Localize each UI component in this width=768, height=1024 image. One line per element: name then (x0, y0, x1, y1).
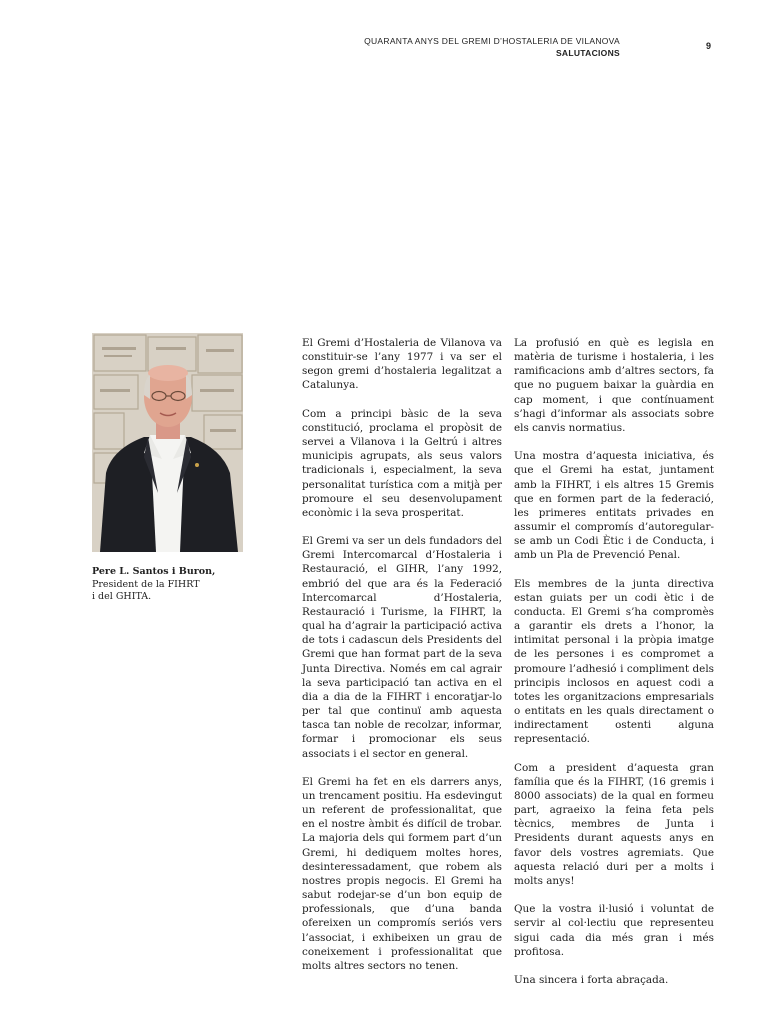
paragraph: Com a president d’aquesta gran família que és la FIHRT, (16 gremis i 8000 associats) de la qual en formeu part, agraeixo la feina feta pels tècnics, membres de Junta i Presidents durant aquests anys en favor dels vostres agremiats. Que aquesta relació duri per a molts i molts anys! (514, 761, 714, 887)
caption-role-2: i del GHITA. (92, 591, 152, 602)
paragraph: Els membres de la junta directiva estan guiats per un codi ètic i de conducta. El Gremi s’ha compromès a garantir els drets a l’honor, la intimitat personal i la pròpia imatge de les persones i es compromet a promoure l’adhesió i compliment dels principis inclosos en aquest codi a totes les organitzacions empresarials o entitats en les quals directament o indirectament ostenti alguna representació. (514, 577, 714, 746)
paragraph: El Gremi ha fet en els darrers anys, un trencament positiu. Ha esdevingut un referent de professionalitat, que en el nostre àmbit és difícil de trobar. La majoria dels qui formem part d’un Gremi, hi dediquem moltes hores, desinteressadament, que robem als nostres propis negocis. El Gremi ha sabut rodejar-se d’un bon equip de professionals, que d’una banda ofereixen un compromís seriós vers l’associat, i exhibeixen un grau de coneixement i professionalitat que molts altres sectors no tenen. (302, 775, 502, 972)
paragraph: Una sincera i forta abraçada. (514, 973, 669, 986)
paragraph: El Gremi d’Hostaleria de Vilanova va constituir-se l’any 1977 i va ser el segon gremi d’hostaleria legalitzat a Catalunya. (302, 337, 502, 392)
portrait-photo (92, 333, 243, 552)
text-column-left (302, 336, 502, 987)
paragraph: Una mostra d’aquesta iniciativa, és que el Gremi ha estat, juntament amb la FIHRT, i els altres 15 Gremis que en formen part de la federació, les primeres entitats privades en assumir el compromís d’autoregular-se amb un Codi Ètic i de Conducta, i amb un Pla de Prevenció Penal. (514, 450, 714, 562)
publication-title: QUARANTA ANYS DEL GREMI D’HOSTALERIA DE VILANOVA (364, 36, 620, 46)
paragraph: El Gremi va ser un dels fundadors del Gremi Intercomarcal d’Hostaleria i Restauració, el GIHR, l’any 1992, embrió del que ara és la Federació Intercomarcal d’Hostaleria, Restauració i Turisme, la FIHRT, la qual ha d’agrair la participació activa de tots i cadascun dels Presidents del Gremi que han format part de la seva Junta Directiva. Només em cal agrair la seva participació tan activa en el dia a dia de la FIHRT i encoratjar-lo per tal que continuï amb aquesta tasca tan noble de recolzar, informar, formar i promocionar els seus associats i el sector en general. (302, 535, 502, 760)
caption-role-1: President de la FIHRT (92, 578, 200, 590)
paragraph: La profusió en què es legisla en matèria de turisme i hostaleria, i les ramificacions amb d’altres sectors, fa que no puguem baixar la guàrdia en cap moment, i que contínuament s’hagi d’informar als associats sobre els canvis normatius. (514, 337, 714, 434)
paragraph: Com a principi bàsic de la seva constitució, proclama el propòsit de servei a Vilanova i la Geltrú i altres municipis agrupats, als seus valors tradicionals i, especialment, la seva personalitat turística com a mitjà per promoure el seu desenvolupament econòmic i la seva prosperitat. (302, 407, 502, 519)
photo-caption (92, 566, 252, 604)
section-title: SALUTACIONS (555, 48, 620, 58)
running-header (364, 35, 620, 59)
paragraph: Que la vostra il·lusió i voluntat de servir al col·lectiu que representeu sigui cada dia més gran i més profitosa. (514, 903, 714, 958)
caption-name: Pere L. Santos i Buron, (92, 566, 216, 577)
text-column-right (514, 336, 714, 1001)
portrait-illustration (92, 333, 243, 552)
page-number: 9 (706, 41, 712, 51)
